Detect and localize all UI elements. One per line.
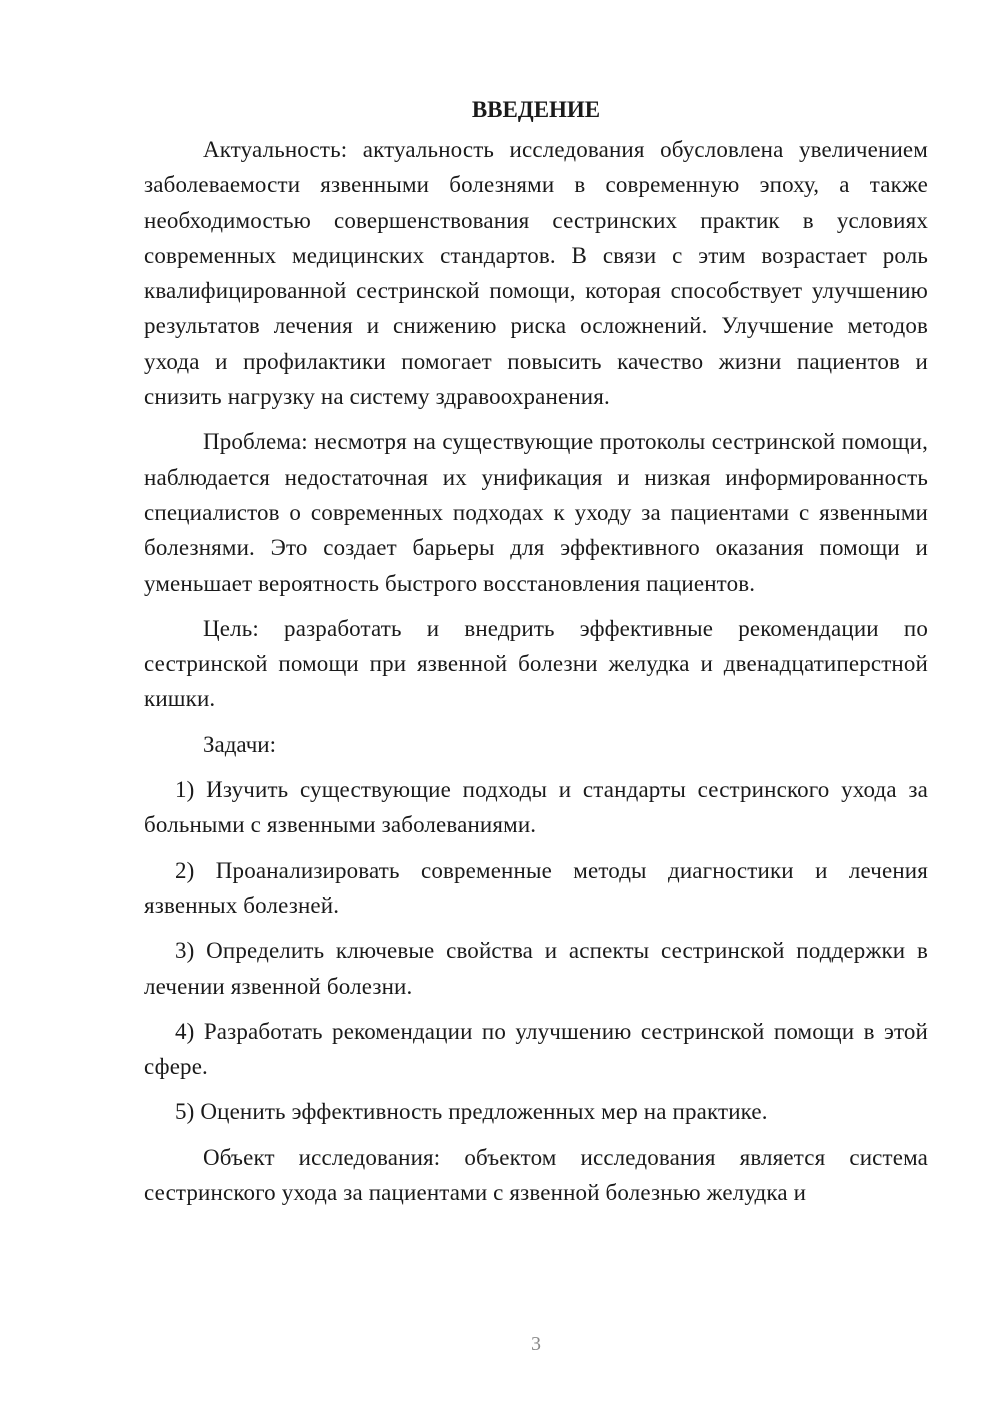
task-item: 5) Оценить эффективность предложенных мер на практике. <box>175 1099 768 1125</box>
problem-paragraph: Проблема: несмотря на существующие протоколы сестринской помощи, наблюдается недостаточная их унификация и низкая информированность специалистов о современных подходах к уходу за пациентами с язвенными болезнями. Это создает барьеры для эффективного оказания помощи и уменьшает вероятность быстрого восстановления пациентов. <box>144 429 928 596</box>
relevance-paragraph: Актуальность: актуальность исследования обусловлена увеличением заболеваемости язвенными болезнями в современную эпоху, а также необходимостью совершенствования сестринских практик в условиях современных медицинских стандартов. В связи с этим возрастает роль квалифицированной сестринской помощи, которая способствует улучшению результатов лечения и снижению риска осложнений. Улучшение методов ухода и профилактики помогает повысить качество жизни пациентов и снизить нагрузку на систему здравоохранения. <box>144 137 928 410</box>
document-page <box>144 92 928 1220</box>
task-item: 4) Разработать рекомендации по улучшению сестринской помощи в этой сфере. <box>144 1018 928 1080</box>
object-paragraph: Объект исследования: объектом исследования является система сестринского ухода за пациентами с язвенной болезнью желудка и <box>144 1144 928 1206</box>
tasks-heading: Задачи: <box>203 731 276 757</box>
task-item: 3) Определить ключевые свойства и аспекты сестринской поддержки в лечении язвенной болезни. <box>144 938 928 999</box>
goal-paragraph: Цель: разработать и внедрить эффективные рекомендации по сестринской помощи при язвенной болезни желудка и двенадцатиперстной кишки. <box>144 615 928 712</box>
page-number: 3 <box>531 1333 541 1355</box>
page-title: ВВЕДЕНИЕ <box>471 97 601 122</box>
task-item: 1) Изучить существующие подходы и стандарты сестринского ухода за больными с язвенными заболеваниями. <box>144 777 928 838</box>
task-item: 2) Проанализировать современные методы диагностики и лечения язвенных болезней. <box>144 857 928 918</box>
